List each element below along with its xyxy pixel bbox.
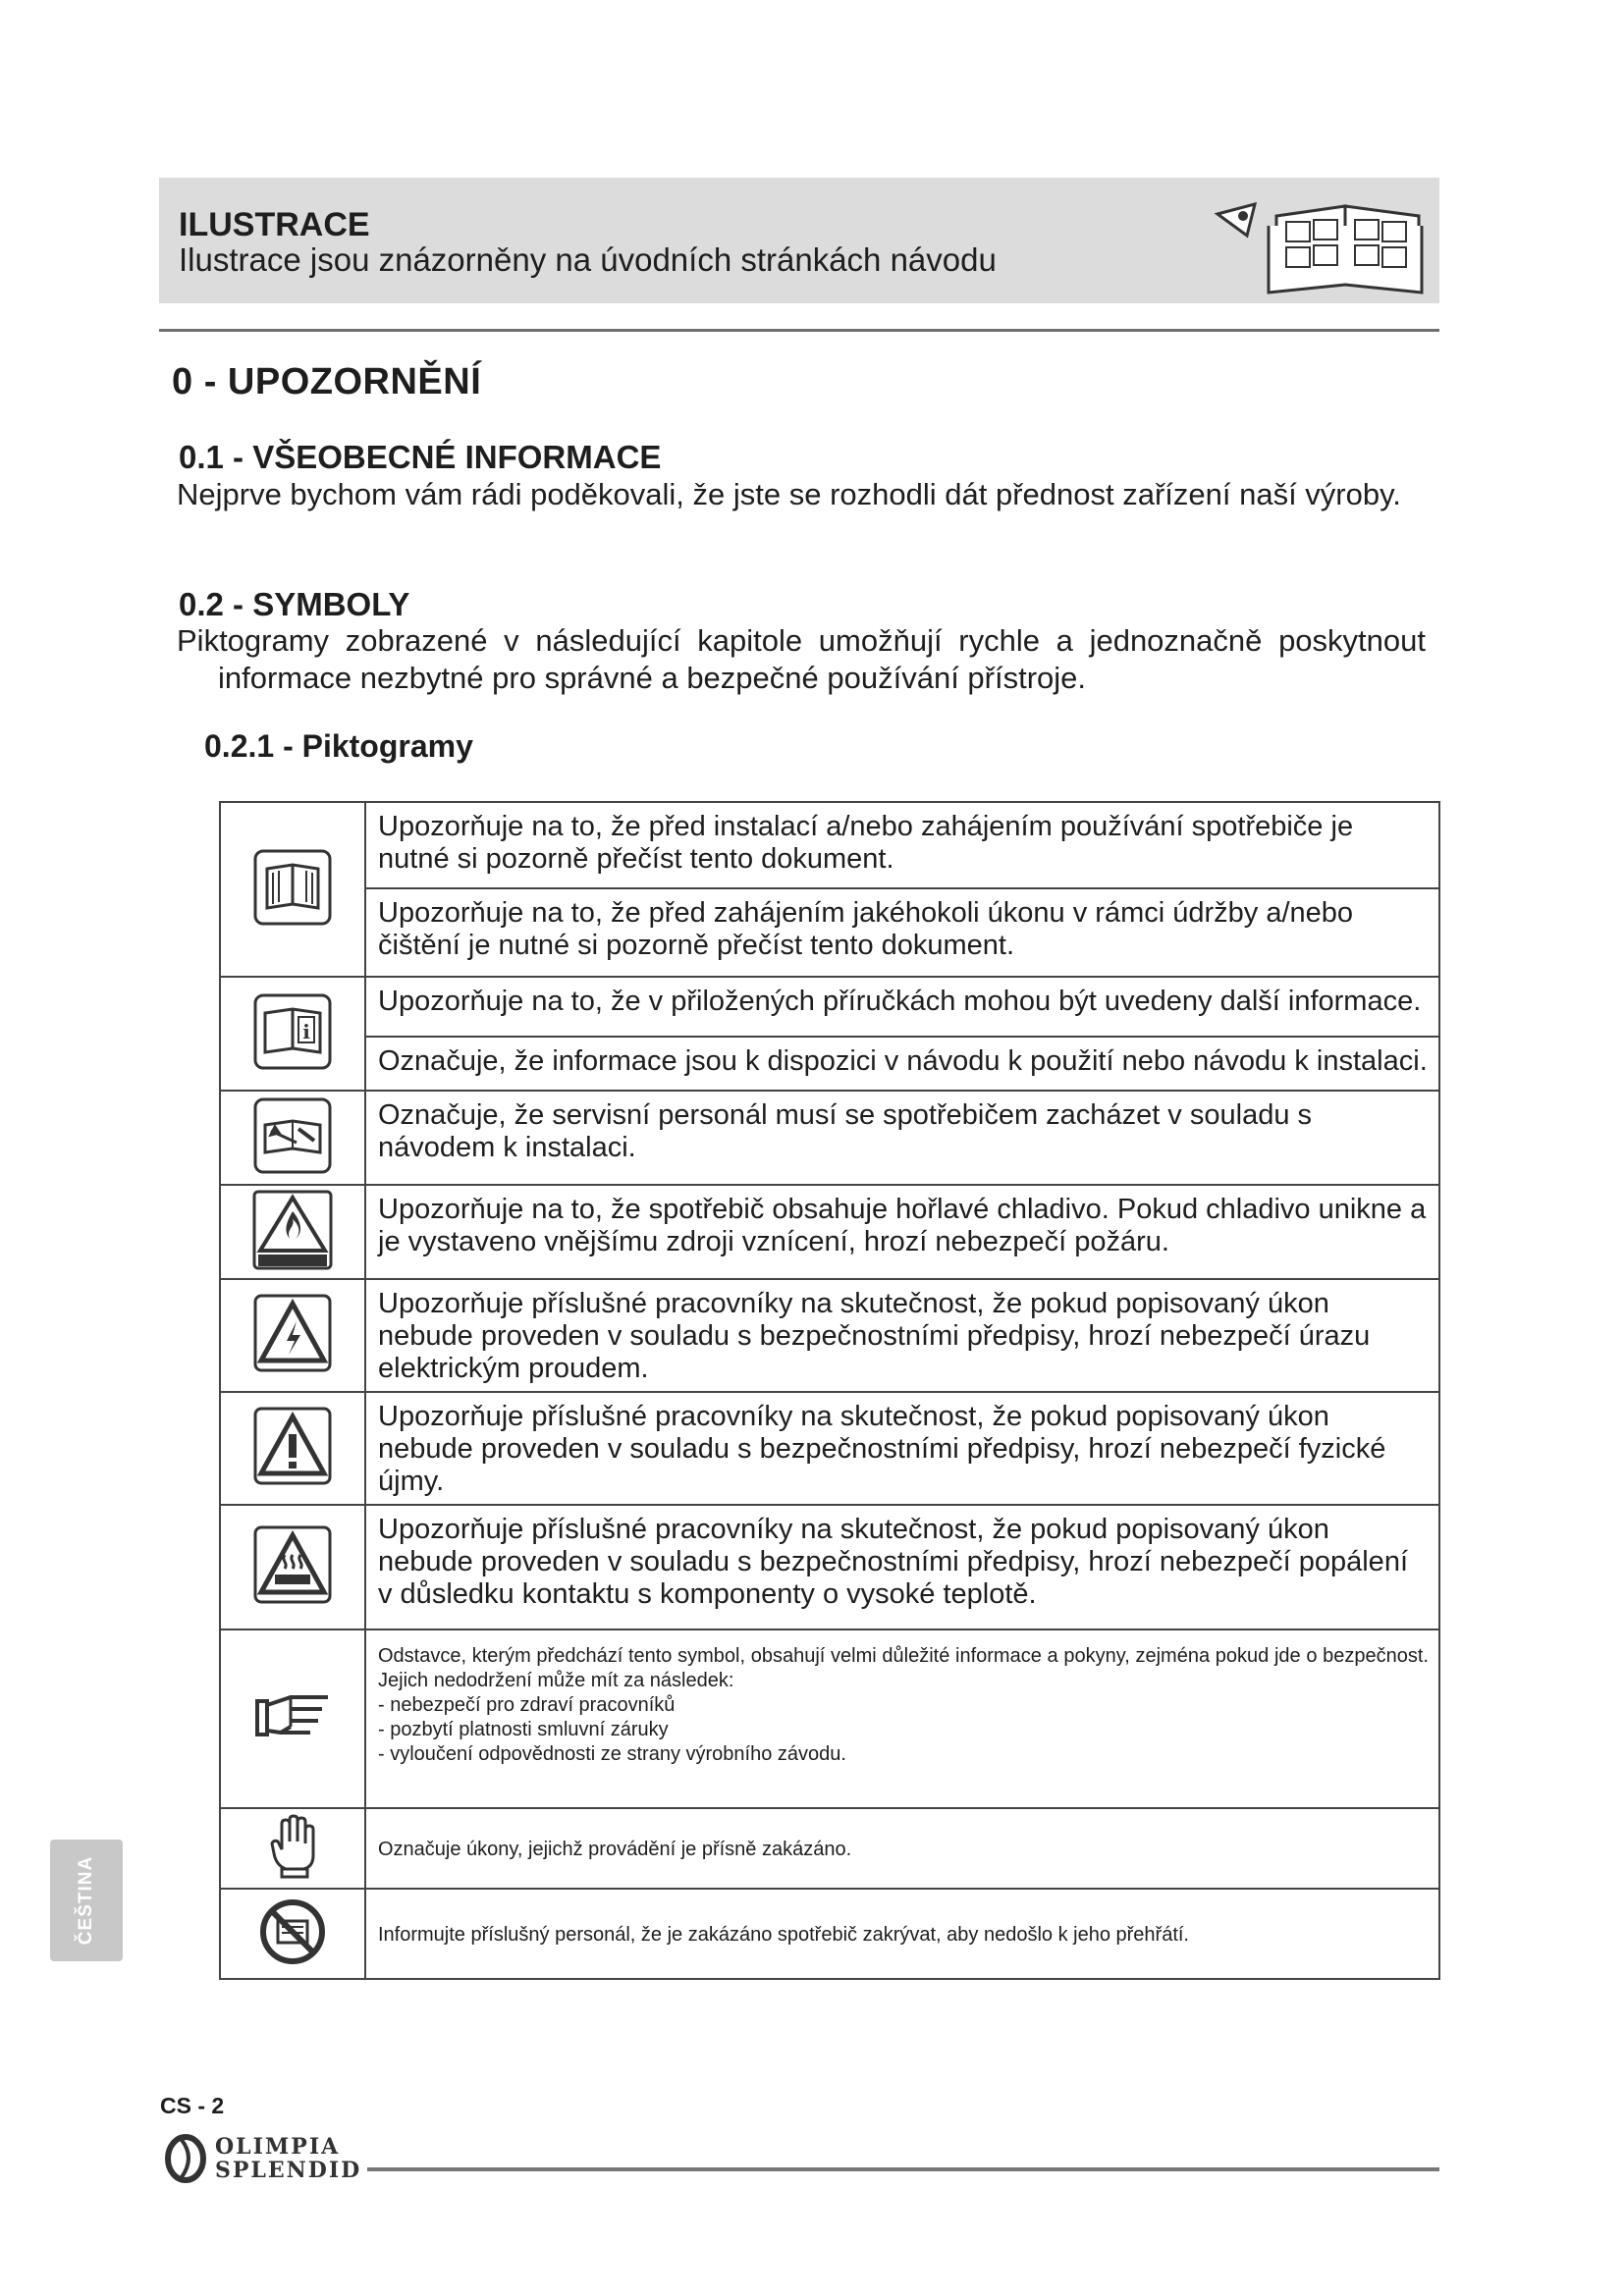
pictogram-desc: Označuje, že servisní personál musí se spotřebičem zacházet v souladu s návodem k instalaci.	[365, 1091, 1439, 1185]
section-title: 0 - UPOZORNĚNÍ	[172, 361, 482, 402]
table-row	[220, 1185, 1439, 1279]
logo-text-splendid: SPLENDID	[215, 2158, 362, 2183]
table-row	[220, 977, 1439, 1037]
icon-cell	[220, 1091, 365, 1185]
service-manual-icon	[253, 1097, 332, 1174]
list-item: - nebezpečí pro zdraví pracovníků	[378, 1694, 676, 1716]
hot-surface-icon	[253, 1525, 332, 1604]
banner-subtitle: Ilustrace jsou znázorněny na úvodních stránkách návodu	[179, 241, 997, 278]
icon-cell	[220, 1392, 365, 1505]
icon-cell	[220, 1185, 365, 1279]
icon-cell	[220, 1889, 365, 1979]
symbols-text-line2: informace nezbytné pro správné a bezpečné používání přístroje.	[218, 661, 1087, 695]
subsection-title-general: 0.1 - VŠEOBECNÉ INFORMACE	[179, 439, 662, 475]
list-item: - vyloučení odpovědnosti ze strany výrobního závodu.	[378, 1743, 846, 1765]
stop-hand-icon	[268, 1814, 317, 1879]
pictogram-desc: Upozorňuje na to, že před zahájením jakéhokoli úkonu v rámci údržby a/nebo čištění je nutné si pozorně přečíst tento dokument.	[365, 888, 1439, 977]
pictogram-desc: Informujte příslušný personál, že je zakázáno spotřebič zakrývat, aby nedošlo k jeho přehřátí.	[365, 1889, 1439, 1979]
table-row	[220, 1889, 1439, 1979]
open-book-icon	[1208, 187, 1434, 294]
symbols-text-line1: Piktogramy zobrazené v následující kapitole umožňují rychle a jednoznačně poskytnout	[177, 623, 1426, 658]
table-row	[220, 802, 1439, 888]
info-manual-icon	[253, 993, 332, 1070]
pictogram-desc: Upozorňuje na to, že spotřebič obsahuje hořlavé chladivo. Pokud chladivo unikne a je vystaveno vnějšímu zdroji vznícení, hrozí nebezpečí požáru.	[365, 1185, 1439, 1279]
table-row	[220, 1629, 1439, 1808]
table-row	[220, 1091, 1439, 1185]
icon-cell	[220, 1279, 365, 1392]
table-row	[220, 1279, 1439, 1392]
logo-text-olimpia: OLIMPIA	[215, 2134, 341, 2160]
pictogram-table	[219, 801, 1440, 1980]
important-intro: Odstavce, kterým předchází tento symbol, obsahují velmi důležité informace a pokyny, zejména pokud jde o bezpečnost. Jejich nedodržení může mít za následek:	[378, 1645, 1429, 1691]
pictogram-desc: Upozorňuje příslušné pracovníky na skutečnost, že pokud popisovaný úkon nebude proveden v souladu s bezpečnostními předpisy, hrozí nebezpečí fyzické újmy.	[365, 1392, 1439, 1505]
header-divider	[159, 329, 1439, 332]
do-not-cover-icon	[258, 1897, 327, 1966]
pictogram-desc: Upozorňuje příslušné pracovníky na skutečnost, že pokud popisovaný úkon nebude proveden v souladu s bezpečnostními předpisy, hrozí nebezpečí popálení v důsledku kontaktu s komponenty o vysoké teplotě.	[365, 1505, 1439, 1629]
table-row	[220, 1505, 1439, 1629]
language-tab-label: ČEŠTINA	[76, 1855, 96, 1946]
table-row	[220, 1392, 1439, 1505]
icon-cell	[220, 1808, 365, 1889]
electric-shock-icon	[253, 1294, 332, 1372]
banner-title: ILUSTRACE	[179, 206, 370, 243]
table-row	[220, 1808, 1439, 1889]
pictogram-desc: Upozorňuje na to, že v přiložených příručkách mohou být uvedeny další informace.	[365, 977, 1439, 1037]
logo-mark-icon	[162, 2134, 211, 2183]
icon-cell	[220, 1629, 365, 1808]
subsection-title-symbols: 0.2 - SYMBOLY	[179, 586, 410, 622]
pictograms-heading: 0.2.1 - Piktogramy	[204, 728, 473, 764]
pictogram-desc: Upozorňuje příslušné pracovníky na skutečnost, že pokud popisovaný úkon nebude proveden v souladu s bezpečnostními předpisy, hrozí nebezpečí úrazu elektrickým proudem.	[365, 1279, 1439, 1392]
page-number: CS - 2	[160, 2093, 225, 2118]
brand-logo	[162, 2130, 368, 2189]
pointing-hand-icon	[251, 1687, 334, 1746]
pictogram-desc: Označuje úkony, jejichž provádění je přísně zakázáno.	[365, 1808, 1439, 1889]
pictogram-desc: Upozorňuje na to, že před instalací a/nebo zahájením používání spotřebiče je nutné si pozorně přečíst tento dokument.	[365, 802, 1439, 888]
svg-text:i: i	[302, 1019, 310, 1043]
icon-cell	[220, 1505, 365, 1629]
table-row	[220, 888, 1439, 977]
general-info-text: Nejprve bychom vám rádi poděkovali, že jste se rozhodli dát přednost zařízení naší výroby.	[177, 477, 1401, 511]
language-tab	[50, 1840, 123, 1961]
list-item: - pozbytí platnosti smluvní záruky	[378, 1719, 669, 1740]
read-manual-icon	[253, 849, 332, 926]
icon-cell	[220, 977, 365, 1091]
footer-divider	[367, 2167, 1439, 2171]
table-row	[220, 1037, 1439, 1091]
pictogram-desc: Označuje, že informace jsou k dispozici v návodu k použití nebo návodu k instalaci.	[365, 1037, 1439, 1091]
icon-cell	[220, 802, 365, 977]
flammable-warning-icon	[252, 1190, 333, 1270]
pictogram-desc-important	[365, 1629, 1439, 1808]
danger-warning-icon	[253, 1407, 332, 1485]
